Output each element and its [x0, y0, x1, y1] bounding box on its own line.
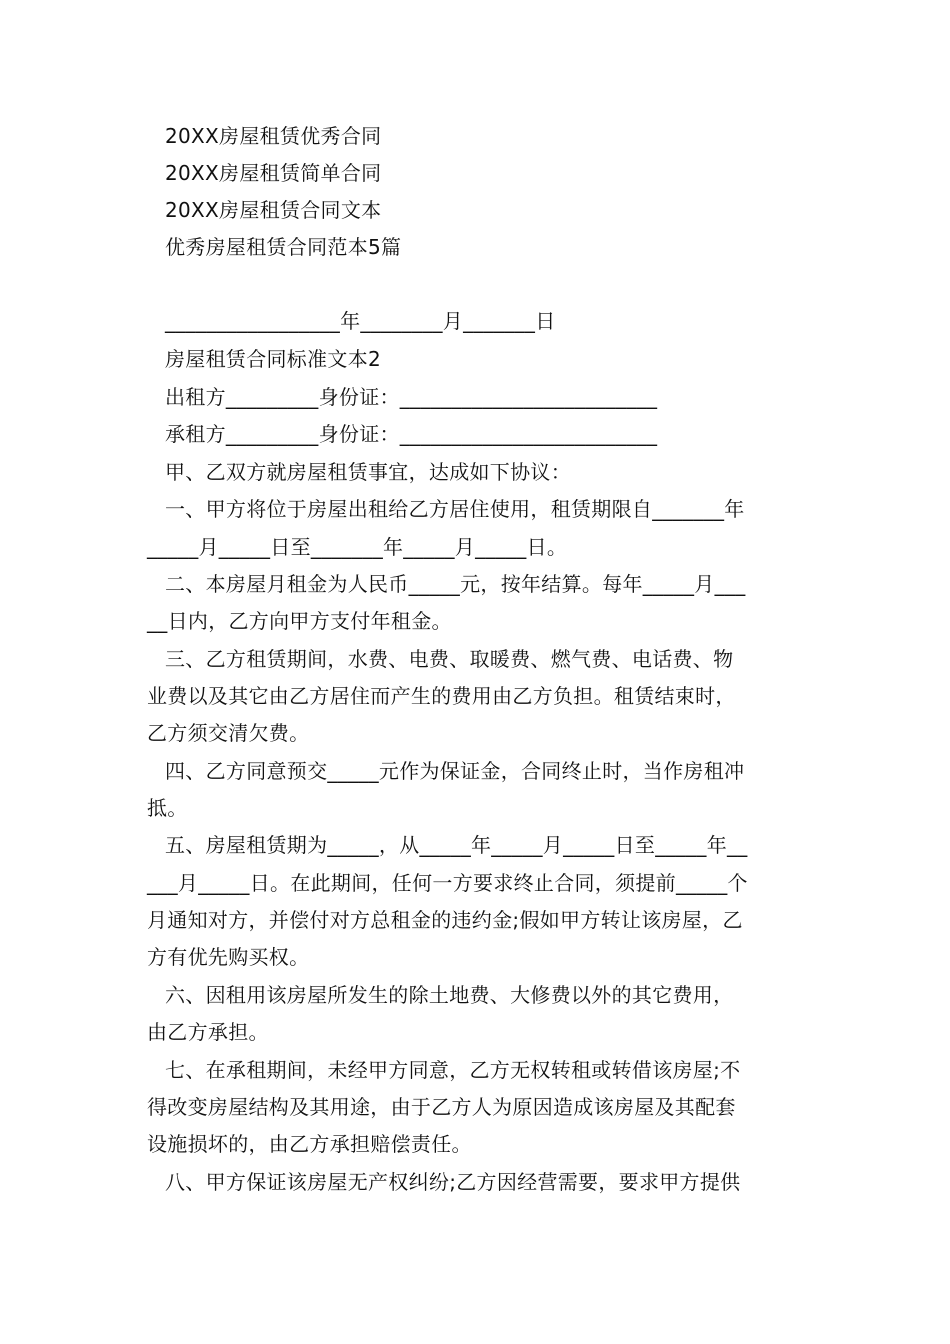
clause-3-line: 乙方须交清欠费。: [147, 721, 310, 745]
clause-1-line: _____月_____日至_______年_____月_____日。: [147, 535, 568, 559]
clause-4-line: 四、乙方同意预交_____元作为保证金，合同终止时，当作房租冲: [165, 759, 745, 783]
clause-5-line: 月通知对方，并偿付对方总租金的违约金;假如甲方转让该房屋，乙: [147, 908, 743, 932]
clause-8-line: 八、甲方保证该房屋无产权纠纷;乙方因经营需要，要求甲方提供: [165, 1170, 741, 1194]
clause-5-line: 方有优先购买权。: [147, 945, 310, 969]
clause-2-line: __日内，乙方向甲方支付年租金。: [147, 609, 452, 633]
related-link[interactable]: 20XX房屋租赁简单合同: [165, 161, 382, 185]
related-link[interactable]: 20XX房屋租赁合同文本: [165, 198, 382, 222]
related-link[interactable]: 20XX房屋租赁优秀合同: [165, 124, 382, 148]
clause-2-line: 二、本房屋月租金为人民币_____元，按年结算。每年_____月___: [165, 572, 746, 596]
clause-5-line: 五、房屋租赁期为_____，从_____年_____月_____日至_____年__: [165, 833, 748, 857]
clause-7-line: 设施损坏的，由乙方承担赔偿责任。: [147, 1132, 472, 1156]
clause-4-line: 抵。: [147, 796, 188, 820]
clause-7-line: 七、在承租期间，未经甲方同意，乙方无权转租或转借该房屋;不: [165, 1058, 741, 1082]
clause-6-line: 六、因租用该房屋所发生的除土地费、大修费以外的其它费用，: [165, 983, 734, 1007]
lessee-line: 承租方_________身份证：_________________________: [165, 422, 658, 446]
clause-3-line: 三、乙方租赁期间，水费、电费、取暖费、燃气费、电话费、物: [165, 647, 734, 671]
clause-5-line: ___月_____日。在此期间，任何一方要求终止合同，须提前_____个: [147, 871, 748, 895]
clause-intro: 甲、乙双方就房屋租赁事宜，达成如下协议：: [165, 460, 571, 484]
clause-7-line: 得改变房屋结构及其用途，由于乙方人为原因造成该房屋及其配套: [147, 1095, 736, 1119]
clause-1-line: 一、甲方将位于房屋出租给乙方居住使用，租赁期限自_______年: [165, 497, 745, 521]
document-title: 房屋租赁合同标准文本2: [165, 347, 382, 371]
lessor-line: 出租方_________身份证：_________________________: [165, 385, 658, 409]
clause-6-line: 由乙方承担。: [147, 1020, 269, 1044]
related-link[interactable]: 优秀房屋租赁合同范本5篇: [165, 235, 402, 259]
date-line: _________________年________月_______日: [165, 309, 556, 333]
clause-3-line: 业费以及其它由乙方居住而产生的费用由乙方负担。租赁结束时，: [147, 684, 736, 708]
